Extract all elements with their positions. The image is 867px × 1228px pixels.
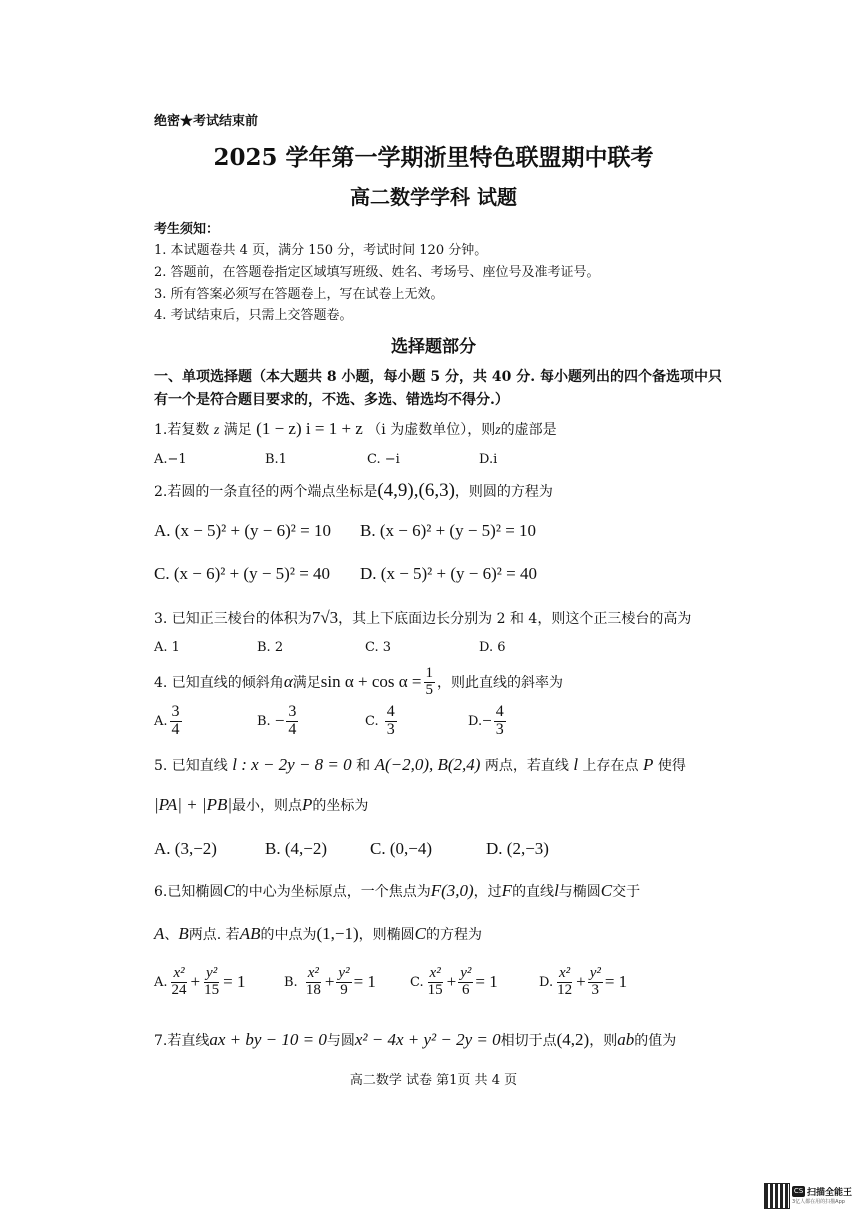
option-a: A. (3,−2) — [154, 839, 217, 858]
option-a: A. 1 — [154, 640, 180, 655]
notice-item: 3. 所有答案必须写在答题卷上，写在试卷上无效。 — [154, 287, 444, 302]
option-d: D. 6 — [479, 640, 506, 655]
notice-heading: 考生须知： — [154, 222, 220, 237]
notice-item: 1. 本试题卷共 4 页，满分 150 分，考试时间 120 分钟。 — [154, 243, 488, 258]
option-c: C. 3 — [365, 640, 392, 655]
qr-code-icon — [764, 1183, 790, 1209]
option-b: B. − $\frac{3}{4}$ — [257, 703, 297, 738]
question-6: 6.已知椭圆C的中心为坐标原点，一个焦点为F(3,0)，过F的直线l与椭圆C交于 — [154, 881, 641, 900]
question-2: 2.若圆的一条直径的两个端点坐标是(4,9),(6,3)，则圆的方程为 — [154, 480, 553, 501]
question-6-cont: A、B两点. 若AB的中点为(1,−1)，则椭圆C的方程为 — [154, 924, 482, 943]
section-intro: 有一个是符合题目要求的，不选、多选、错选均不得分.） — [154, 392, 509, 408]
option-d: D.i — [479, 452, 498, 467]
option-d: D. − $\frac{4}{3}$ — [468, 703, 504, 738]
option-c: C. (x − 6)² + (y − 5)² = 40 — [154, 564, 331, 583]
notice-item: 2. 答题前，在答题卷指定区域填写班级、姓名、考场号、座位号及准考证号。 — [154, 265, 600, 280]
question-3: 3. 已知正三棱台的体积为7√3，其上下底面边长分别为 2 和 4，则这个正三棱台的高为 — [154, 608, 692, 627]
option-c: C. $\frac{\text{x²}}{15}$ + $\frac{\text{y²}}{6}$ = 1 — [410, 965, 498, 998]
question-7: 7.若直线ax + by − 10 = 0与圆x² − 4x + y² − 2y = 0相切于点(4,2)，则ab的值为 — [154, 1030, 677, 1049]
question-5: 5. 已知直线 l : x − 2y − 8 = 0 和 A(−2,0), B(2,4) 两点，若直线 l 上存在点 P 使得 — [154, 755, 686, 774]
option-c: C. −i — [367, 452, 400, 467]
option-d: D. $\frac{\text{x²}}{12}$ + $\frac{\text{y²}}{3}$ = 1 — [539, 965, 628, 998]
option-a: A. $\frac{\text{x²}}{24}$ + $\frac{\text{y²}}{15}$ = 1 — [154, 965, 246, 998]
option-b: B. (x − 6)² + (y − 5)² = 10 — [360, 521, 537, 540]
fraction: $\frac{1}{5}$ — [425, 664, 433, 698]
notice-item: 4. 考试结束后，只需上交答题卷。 — [154, 308, 353, 323]
option-b: B.1 — [265, 452, 287, 467]
section-title: 选择题部分 — [391, 337, 476, 357]
page-footer: 高二数学 试卷 第1页 共 4 页 — [349, 1073, 518, 1088]
question-1: 1.若复数 z 满足 (1 − z) i = 1 + z （i 为虚数单位），则z的虚部是 — [154, 419, 557, 438]
scanner-logo-icon: CS — [793, 1187, 804, 1195]
option-b: B. $\frac{\text{x²}}{18}$ + $\frac{\text{y²}}{9}$ = 1 — [284, 965, 376, 998]
question-4: 4. 已知直线的倾斜角 α 满足 sin α + cos α = $\frac{1}{5}$ ，则此直线的斜率为 — [154, 664, 563, 698]
question-5-cont: |PA| + |PB|最小，则点P的坐标为 — [154, 795, 369, 814]
scanner-tagline: 3亿人都在用的扫描App — [792, 1199, 845, 1205]
exam-subtitle: 高二数学学科 试题 — [350, 185, 517, 209]
option-d: D. (x − 5)² + (y − 6)² = 40 — [360, 564, 537, 583]
option-b: B. (4,−2) — [265, 839, 327, 858]
option-a: A. $\frac{3}{4}$ — [154, 703, 180, 738]
exam-title: 2025 学年第一学期浙里特色联盟期中联考 — [213, 144, 654, 171]
scanner-name: 扫描全能王 — [807, 1188, 853, 1198]
confidential-mark: 绝密★考试结束前 — [154, 114, 259, 129]
section-intro: 一、单项选择题（本大题共 8 小题，每小题 5 分，共 40 分. 每小题列出的四个备选项中只 — [154, 369, 722, 385]
option-b: B. 2 — [257, 640, 284, 655]
option-c: C. $\frac{4}{3}$ — [365, 703, 395, 738]
option-c: C. (0,−4) — [370, 839, 432, 858]
option-a: A.−1 — [154, 452, 187, 467]
scanner-badge — [792, 1186, 853, 1206]
option-d: D. (2,−3) — [486, 839, 549, 858]
option-a: A. (x − 5)² + (y − 6)² = 10 — [154, 521, 331, 540]
